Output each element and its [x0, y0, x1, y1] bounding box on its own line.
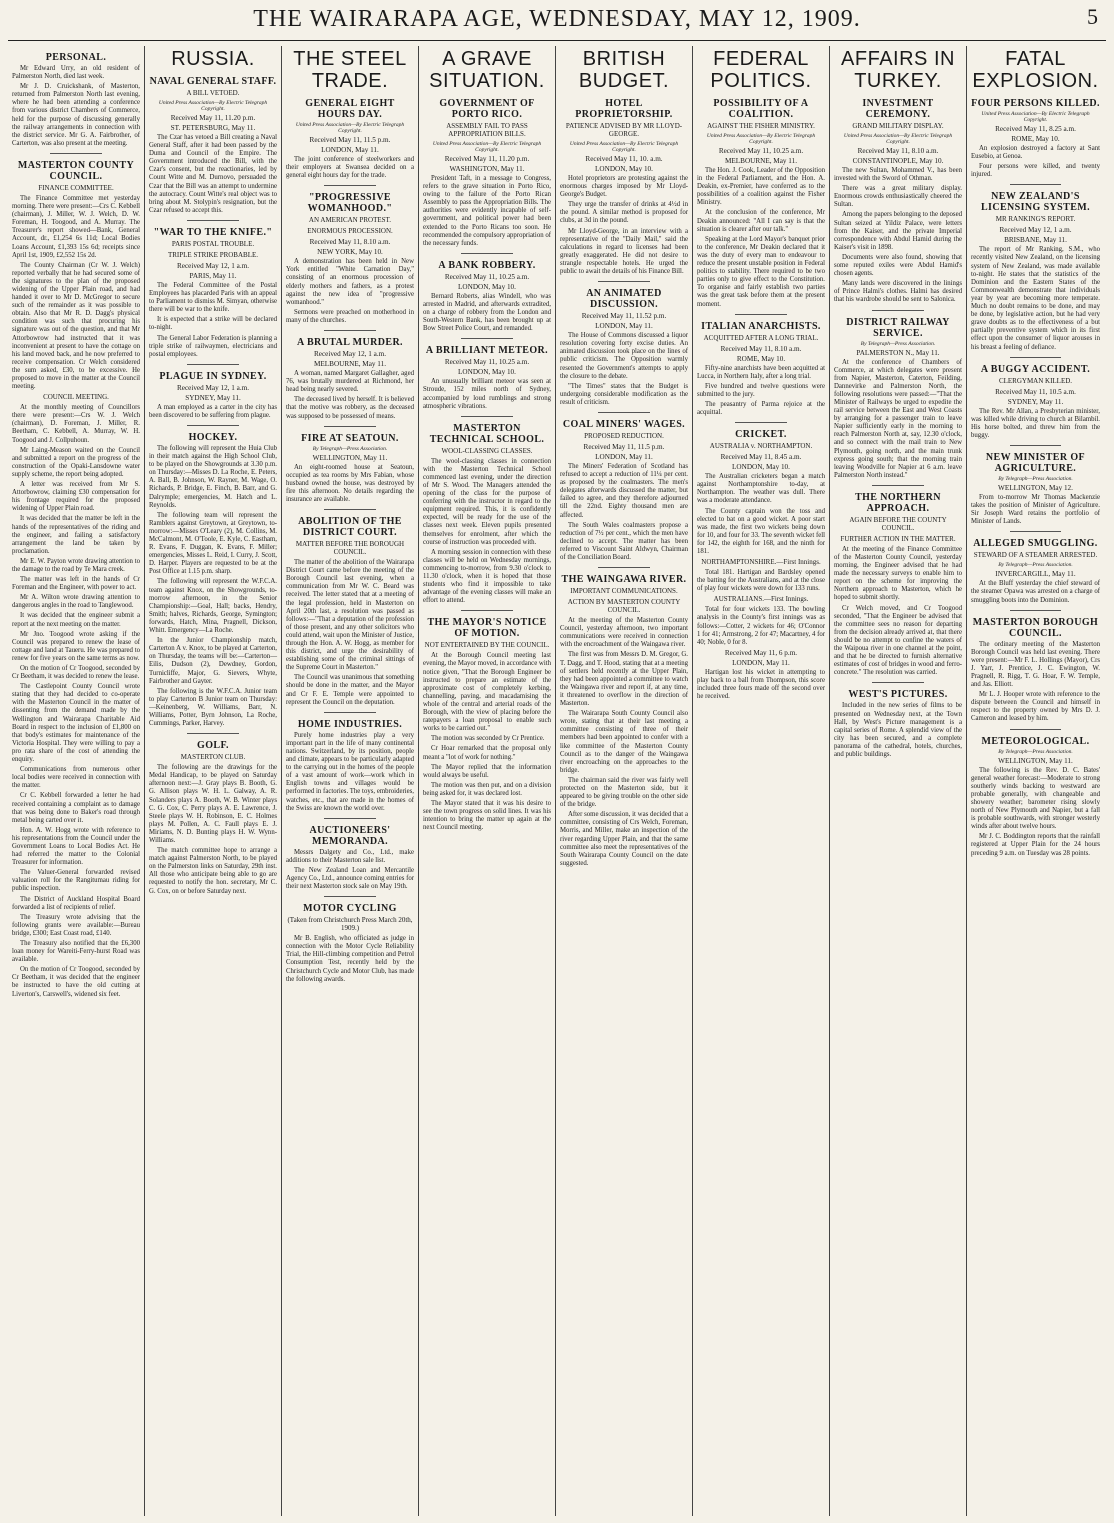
wire-credit: By Telegraph—Press Association. — [998, 748, 1073, 755]
article-heading: ABOLITION OF THE DISTRICT COURT. — [298, 516, 402, 539]
article-paragraph: After some discussion, it was decided that a committee, consisting of Crs Welch, Foreman, Morris, and Miller, make an inspection of the river regarding Upper Plain, and that the same committee also meet the representatives of the South Wairarapa County Council on the date suggested. — [560, 811, 688, 867]
article-subheading: PATIENCE ADVISED BY MR LLOYD-GEORGE. — [565, 122, 683, 138]
dateline: INVERCARGILL, May 11. — [995, 570, 1076, 579]
article-paragraph: Speaking at the Lord Mayor's banquet prior to the conference, Mr Deakin declared that it was the duty of every man to endeavour to reduce the present unstable position in Federal politics to stability. There required to be two parties only to give effect to the Constitution. To organise and fairly establish two parties was the great task before them at the present moment. — [697, 235, 825, 308]
dateline: Received May 11, 6 p.m. — [724, 648, 798, 657]
article-heading: MOTOR CYCLING — [303, 903, 397, 915]
article-paragraph: The County captain won the toss and elected to bat on a good wicket. A poor start was made, the first two wickets being down for 10, and four for 33. The seventh wicket fell for 142, the eighth for 168, and the ninth for 181. — [697, 507, 825, 555]
dateline: SYDNEY, May 11. — [185, 393, 241, 402]
article-paragraph: The chairman said the river was fairly well protected on the Masterton side, but it appeared to be giving trouble on the other side of the bridge. — [560, 776, 688, 809]
dateline: NEW YORK, May 10. — [317, 248, 383, 257]
column-8 — [967, 46, 1104, 1516]
article-paragraph: An eight-roomed house at Seatoun, occupied as tea rooms by Mrs Fabian, whose husband owned the house, was destroyed by fire this afternoon. No details regarding the insurance are available. — [286, 463, 414, 503]
article-divider — [324, 426, 375, 427]
article-paragraph: The County Chairman (Cr W. J. Welch) reported verbally that he had secured some of the signatures to the plan of the proposed widening of the Upper Plain road, and had handed it over to Mr D. McGregor to secure such of the remainder as it was possible to obtain. Also that Mr R. D. Dagg's physical condition was such that procuring his signature was out of the question, and that Mr Attorbowrow had instructed that it was inconvenient at present to have the cottage on his land moved back, and he now preferred to receive compensation. Cr Welch considered the sum asked, £30, to be excessive. He proposed to move in the matter at the Council meeting. — [12, 261, 140, 391]
article-paragraph: Cr Welch moved, and Cr Toogood seconded, "That the Engineer be advised that the committee sees no reason for departing from the decision already arrived at, that there should be no attempt to confine the waters of the Waipoua river in one channel at the point, and that he be directed to furnish alternative estimates of cost of bridges in wood and ferro-concrete." The resolution was carried. — [834, 604, 962, 677]
article-heading: COAL MINERS' WAGES. — [562, 418, 686, 430]
article-paragraph: The New Zealand Loan and Mercantile Agency Co., Ltd., announce coming entries for their next Masterton stock sale on May 19th. — [286, 866, 414, 891]
article-heading: MASTERTON TECHNICAL SCHOOL. — [429, 422, 545, 445]
dateline: CONSTANTINOPLE, May 10. — [852, 157, 944, 165]
article-paragraph: Communications from numerous other local bodies were received in connection with the matter. — [12, 766, 140, 790]
article-heading: A BRILLIANT METEOR. — [425, 345, 549, 357]
article-heading: HOME INDUSTRIES. — [297, 718, 403, 730]
dateline: Received May 11, 11.20 p.m. — [444, 155, 530, 163]
article-subheading: NORTHAMPTONSHIRE.—First Innings. — [701, 558, 821, 567]
article-paragraph: On the motion of Cr Toogood, seconded by Cr Beetham, it was decided to renew the lease. — [12, 665, 140, 681]
article-subheading: FURTHER ACTION IN THE MATTER. — [840, 534, 956, 543]
article-paragraph: The Wairarapa South County Council also wrote, stating that at their last meeting a committee consisting of three of their members had been appointed to confer with a like committee of the Masterton County Council as to the danger of the Waingawa river encroaching on the approaches to the bridge. — [560, 710, 688, 774]
dateline: Received May 11, 11.5 p.m. — [309, 136, 391, 144]
article-paragraph: A man employed as a carter in the city has been discovered to be suffering from plague. — [149, 403, 277, 419]
article-heading: NEW MINISTER OF AGRICULTURE. — [985, 451, 1086, 474]
article-paragraph: The Miners' Federation of Scotland has refused to accept a reduction of 11¼ per cent. as proposed by the coalmasters. The men's delegates afterwards discussed the matter, but failed to agree, and they therefore adjourned till the 22nd. Eighty thousand men are affected. — [560, 462, 688, 519]
dateline: LONDON, May 10. — [458, 282, 516, 291]
article-paragraph: Sermons were preached on motherhood in many of the churches. — [286, 308, 414, 324]
article-divider — [187, 733, 238, 734]
article-paragraph: Mr B. English, who officiated as judge in connection with the Motor Cycle Reliability Trial, the Hill-climbing competition and Petrol Consumption Test, recently held by the Christchurch Cycle and Motor Club, has made the following awards. — [286, 935, 414, 983]
article-paragraph: At the Bluff yesterday the chief steward of the steamer Opawa was arrested on a charge of smuggling boots into the Dominion. — [971, 580, 1100, 604]
article-divider — [324, 185, 375, 186]
article-heading: THE NORTHERN APPROACH. — [855, 491, 941, 514]
article-paragraph: Mr Laing-Meason waited on the Council and submitted a report on the progress of the construction of the Opaki-Lansdowne water supply scheme, the report being adopted. — [12, 446, 140, 478]
article-heading: PERSONAL. — [45, 52, 107, 63]
article-paragraph: The Treasury also notified that the £6,300 loan money for Wareiti-Ferry-hurst Road was available. — [12, 940, 140, 964]
article-divider — [872, 485, 923, 486]
article-paragraph: The District of Auckland Hospital Board forwarded a list of recipients of relief. — [12, 895, 140, 911]
column-1 — [8, 46, 145, 1516]
article-paragraph: A woman, named Margaret Gallagher, aged 76, was brutally murdered at Richmond, her head being nearly severed. — [286, 370, 414, 394]
article-paragraph: At the Borough Council meeting last evening, the Mayor moved, in accordance with notice given, "That the Borough Engineer be instructed to prepare an estimate of the approximate cost of completely kerbing, channelling, paving, and macadamising the whole of the central and arterial roads of the Borough, with the view of placing before the ratepayers a loan proposal to enable such works to be carried out." — [423, 652, 551, 733]
article-heading: INVESTMENT CEREMONY. — [862, 98, 934, 120]
article-paragraph: Bernard Roberts, alias Windell, who was arrested in Madrid, and afterwards extradited, on a charge of robbery from the London and South-Western Bank, has been brought up at Bow Street Police Court, and remanded. — [423, 292, 551, 333]
dateline: LONDON, May 11. — [321, 146, 379, 154]
article-paragraph: A morning session in connection with these classes will be held on Wednesday mornings, commencing to-morrow, from 9.30 o'clock to 11.30 o'clock, when it is hoped that those students who find it impossible to take advantage of the evening classes will make an effort to attend. — [423, 548, 551, 605]
dateline: Received May 12, 1 a.m. — [176, 383, 250, 392]
article-divider — [598, 281, 649, 282]
article-subheading: NOT ENTERTAINED BY THE COUNCIL. — [424, 641, 550, 650]
article-paragraph: The Czar has vetoed a Bill creating a Naval General Staff, after it had been passed by the Duma and Council of the Empire. The Government introduced the Bill, with the Czar's consent, but the reactionaries, led by Count Witte and M. Durnovo, persuaded the Czar that the Bill was an attempt to undermine the autocracy. Count Witte's real object was to bring about M. Stolypin's resignation, but the Czar refused to accept this. — [149, 134, 277, 214]
section-headline: A GRAVE SITUATION. — [429, 48, 545, 92]
article-paragraph: The Hon. J. Cook, Leader of the Opposition in the Federal Parliament, and the Hon. A. Deakin, ex-Premier, have conferred as to the possibilities of a coalition against the Fisher Ministry. — [697, 167, 825, 207]
article-heading: FOUR PERSONS KILLED. — [971, 98, 1100, 109]
article-paragraph: It was decided that the engineer submit a report at the next meeting on the matter. — [12, 612, 140, 628]
article-subheading: MR RANKING'S REPORT. — [995, 215, 1076, 224]
article-paragraph: The Mayor stated that it was his desire to see the town progress on solid lines. It was his intention to bring the matter up again at the next Council meeting. — [423, 799, 551, 832]
article-divider — [324, 712, 375, 713]
article-paragraph: A demonstration has been held in New York entitled "White Carnation Day," consisting of an enormous procession of elderly mothers and fathers, as a protest against the new idea of "progressive womanhood." — [286, 258, 414, 306]
article-paragraph: The Mayor replied that the information would always be useful. — [423, 763, 551, 779]
dateline: Received May 11, 10.25 a.m. — [444, 272, 530, 281]
section-headline: THE STEEL TRADE. — [293, 48, 407, 92]
dateline: Received May 11, 10.25 a.m. — [718, 147, 804, 155]
article-paragraph: Total for four wickets 133. The bowling analysis in the County's first innings was as follows:—Cotter, 2 wickets for 46; O'Connor 1 for 41; Armstrong, 2 for 47; Macartney, 4 for 40; Noble, 0 for 8. — [697, 606, 825, 646]
article-paragraph: The Council was unanimous that something should be done in the matter, and the Mayor and Cr F. E. Temple were appointed to represent the Council on the deputation. — [286, 674, 414, 706]
wire-credit: United Press Association—By Electric Telegraph Copyright. — [432, 141, 542, 153]
article-paragraph: "The Times" states that the Budget is undergoing considerable modification as the result of criticism. — [560, 382, 688, 406]
article-divider — [1010, 357, 1062, 358]
article-divider — [872, 310, 923, 311]
dateline: Received May 12, 1 a.m. — [176, 261, 250, 270]
section-headline: BRITISH BUDGET. — [578, 48, 670, 92]
article-divider — [1010, 184, 1062, 185]
article-paragraph: Mr J. D. Cruickshank, of Masterton, returned from Palmerston North last evening, where he had been attending a conference from various district Chambers of Commerce, held for the purpose of discussing generally the railway arrangements in connection with the district service. Mr G. A. Fairbrother, of Carterton, was also present at the meeting. — [12, 83, 140, 147]
article-divider — [735, 314, 786, 315]
dateline: Received May 11, 10.5 a.m. — [995, 387, 1076, 396]
article-paragraph: They urge the transfer of drinks at 4½d in the pound. A similar method is proposed for clubs, at 3d in the pound. — [560, 201, 688, 225]
article-paragraph: President Taft, in a message to Congress, refers to the grave situation in Porto Rico, owing to the failure of the Porto Rican Assembly to pass the Appropriation Bills. The authorities were evidently incapable of self-government, and political power had been extended to the Porto Ricans too soon. He recommended the compulsory appropriation of the necessary funds. — [423, 175, 551, 247]
wire-credit: United Press Association—By Electric Telegraph Copyright. — [295, 122, 405, 134]
article-divider — [324, 818, 375, 819]
dateline: Received May 11, 11.52 p.m. — [581, 312, 667, 321]
dateline: ROME, May 10. — [1011, 135, 1060, 143]
article-paragraph: The General Labor Federation is planning a triple strike of railwaymen, electricians and postal employees. — [149, 334, 277, 358]
article-paragraph: At the meeting of the Masterton County Council, yesterday afternoon, two important communications were received in connection with the encroachment of the Waingawa river. — [560, 617, 688, 649]
article-divider — [735, 422, 786, 423]
article-paragraph: The wool-classing classes in connection with the Masterton Technical School commenced last evening, under the direction of Mr S. Wood. The Managers attended the opening of the class for the purpose of conferring with the instructor in regard to the equipment required. This, it is confidently expected, will be ready for the use of the classes next week. Eleven pupils presented themselves for enrolment, after which the course of instruction was proceeded with. — [423, 457, 551, 546]
article-paragraph: The matter of the abolition of the Wairarapa District Court came before the meeting of the Borough Council last evening, when a communication from Mr W. C. Beard was received. The letter stated that at a meeting of the legal profession, held in Masterton on April 20th last, a resolution was passed as follows:—"That a deputation of the profession of those present, and any other solicitors who could attend, wait upon the Minister of Justice, through the Hon. A. W. Hogg, as member for this district, and urge the desirability of establishing some of the criminal sittings of the Supreme Court in Masterton." — [286, 559, 414, 672]
dateline: Received May 11, 10. a.m. — [585, 155, 663, 163]
article-paragraph: Mr Lloyd-George, in an interview with a representative of the "Daily Mail," said the calculations in regard to licenses had been greatly exaggerated. He did not desire to strangle respectable hotels. He urged the public to await the details of his Finance Bill. — [560, 227, 688, 276]
article-paragraph: At the monthly meeting of Councillors there were present:—Crs W. J. Welch (chairman), D. Foreman, J. Miller, R. Beetham, C. Kebbell, A. Murray, W. H. Toogood and J. Collpuhoun. — [12, 404, 140, 444]
article-paragraph: The deceased lived by herself. It is believed that the motive was robbery, as the deceased was supposed to be possessed of means. — [286, 396, 414, 420]
dateline: Received May 11, 8.45 a.m. — [720, 453, 802, 462]
dateline: MELBOURNE, May 11. — [313, 360, 386, 369]
article-subheading: AGAINST THE FISHER MINISTRY. — [707, 122, 815, 130]
article-paragraph: Mr L. J. Hooper wrote with reference to the dispute between the Council and himself in respect to the property owned by Mrs D. J. Cameron and leased by him. — [971, 691, 1100, 723]
dateline: PARIS, May 11. — [189, 271, 237, 280]
article-paragraph: The following will represent the W.F.C.A. team against Knox, on the Showgrounds, to-morrow afternoon, in the Senior Championship:—Goal, Hall; backs, Hendry, Smith; halves, Richards, George, Symington; forwards, Hatch, Mina, Pragnell, Dickson, Whitt. Emergency—La Roche. — [149, 578, 277, 635]
dateline: WELLINGTON, May 11. — [998, 756, 1073, 765]
article-subheading: AUSTRALIA v. NORTHAMPTON. — [709, 442, 813, 451]
newspaper-title: THE WAIRARAPA AGE, WEDNESDAY, MAY 12, 1909. — [253, 6, 861, 32]
article-subheading: FINANCE COMMITTEE. — [38, 183, 114, 192]
wire-credit: United Press Association—By Electric Telegraph Copyright. — [706, 133, 816, 145]
article-paragraph: The following is the W.F.C.A. Junior team to play Carterton B Junior team on Thursday:—Keinenberg, W. Williams, Barr, N. Williams, Potter, Byrn Johnson, La Roche, Cummings, Parker, Harvey. — [149, 687, 277, 728]
dateline: Received May 11, 8.25 a.m. — [995, 125, 1076, 133]
article-paragraph: The following will represent the Huia Club in their match against the High School Club, to be played on the Showgrounds at 3.30 p.m. on Thursday:—Misses D. La Roche, E. Peters, A. Ball, B. Johnson, W. Rayner, M. Wage, O. Richards, P. Bridge, E. Finch, B. Barr, and G. Dalrymple; emergencies, M. Hatch and L. Reynolds. — [149, 444, 277, 509]
article-paragraph: The first was from Messrs D. M. Gregor, G. T. Dagg, and T. Hood, stating that at a meeting of settlers held recently at the Upper Plain, they had been appointed a committee to watch the Waingawa river and report if, at any time, it threatened to overflow in the direction of Masterton. — [560, 651, 688, 708]
dateline: ST. PETERSBURG, May 11. — [170, 124, 256, 132]
article-heading: PLAGUE IN SYDNEY. — [159, 370, 267, 382]
article-heading: HOTEL PROPRIETORSHIP. — [575, 98, 673, 120]
article-paragraph: The following are the drawings for the Medal Handicap, to be played on Saturday afternoon next:—J. Gray plays B. Booth, G. G. Allison plays W. H. L. Galway, A. R. Solanders plays A. Booth, W. B. Winter plays C. G. Cox, C. Perry plays A. E. Lawrence, J. Steele plays W. H. Robinson, E. C. Holmes plays M. Pollen, A. C. Faull plays E. J. Miriams, N. D. Bunting plays H. W. Wynn-Williams. — [149, 764, 277, 844]
article-heading: THE WAINGAWA RIVER. — [561, 574, 687, 586]
section-headline: FATAL EXPLOSION. — [972, 48, 1099, 92]
article-subheading: ENORMOUS PROCESSION. — [307, 227, 393, 236]
dateline: BRISBANE, May 11. — [1004, 236, 1067, 245]
article-paragraph: The Valuer-General forwarded revised valuation roll for the Rangitumau riding for public inspection. — [12, 869, 140, 893]
section-headline: RUSSIA. — [171, 48, 255, 70]
section-headline: AFFAIRS IN TURKEY. — [841, 48, 955, 92]
article-divider — [324, 509, 375, 510]
article-heading: MASTERTON COUNTY COUNCIL. — [17, 159, 135, 182]
article-heading: GOVERNMENT OF PORTO RICO. — [439, 98, 535, 120]
article-heading: MASTERTON BOROUGH COUNCIL. — [972, 616, 1099, 639]
article-paragraph: The Rev. Mr Allan, a Presbyterian minister, was killed while driving to church at Bilambil. His horse bolted, and threw him from the buggy. — [971, 407, 1100, 439]
article-divider — [1010, 445, 1062, 446]
article-heading: ITALIAN ANARCHISTS. — [701, 320, 821, 332]
article-heading: A BANK ROBBERY. — [438, 259, 536, 271]
article-paragraph: It is expected that a strike will be declared to-night. — [149, 316, 277, 332]
column-7 — [830, 46, 967, 1516]
article-heading: FIRE AT SEATOUN. — [301, 432, 399, 444]
article-paragraph: An unusually brilliant meteor was seen at Stroude, 152 miles north of Sydney, accompanied by loud rumblings and strong atmospheric vibrations. — [423, 378, 551, 410]
article-divider — [461, 253, 512, 254]
article-paragraph: Mr E. W. Payton wrote drawing attention to the damage to the road by Te Mara creek. — [12, 557, 140, 573]
article-divider — [461, 338, 512, 339]
article-paragraph: The following team will represent the Ramblers against Greytown, at Greytown, to-morrow:—Misses O'Leary (2), M. Collins, M. McCalmont, M. O'Toole, E. Kyle, C. Eastham, R. Evans, F. Duggan, K. Evans, F. Miller; emergencies, Misses L. Reid, I. Curry, J. Scott, D. Harper. Players are requested to be at the Post Office at 1.15 p.m. sharp. — [149, 511, 277, 576]
article-subheading: MASTERTON CLUB. — [180, 753, 246, 762]
article-paragraph: The South Wales coalmasters propose a reduction of 7½ per cent., which the men have declined to accept. The matter has been referred to Viscount Saint Aldwyn, Chairman of the Conciliation Board. — [560, 521, 688, 561]
article-divider — [187, 425, 238, 426]
dateline: WELLINGTON, May 11. — [312, 453, 388, 462]
article-divider — [324, 330, 375, 331]
article-paragraph: Messrs Dalgety and Co., Ltd., make additions to their Masterton sale list. — [286, 848, 414, 864]
article-paragraph: At the conference of Chambers of Commerce, at which delegates were present from Napier, Masterton, Caterton, Feilding, Dannevirke and Palmerston North, the following resolutions were passed:—"That the Minister of Railways be urged to expedite the rail service between the East and West Coasts by arranging for a passenger train to leave Napier sufficiently early in the morning to reach Palmerston North at, say, 12.30 o'clock, and so connect with the mail train to New Plymouth, going north, and the main trunk express going south; that the morning train leaving Woodville for Napier at 6 a.m. leave Palmerston North instead." — [834, 358, 962, 479]
article-paragraph: The matter was left in the hands of Cr Foreman and the Engineer, with power to act. — [12, 576, 140, 592]
dateline: LONDON, May 10. — [595, 165, 653, 173]
masthead-rule — [8, 40, 1106, 41]
dateline: ROME, May 10. — [736, 354, 786, 363]
article-subheading: PARIS POSTAL TROUBLE. — [171, 239, 255, 248]
article-subheading: (Taken from Christchurch Press March 20th, 1909.) — [287, 916, 413, 933]
article-subheading: CLERGYMAN KILLED. — [998, 376, 1073, 385]
dateline: LONDON, May 11. — [595, 452, 653, 461]
article-paragraph: Many lands were discovered in the linings of Prince Halmi's clothes. Halmi has desired that his wardrobe should be sent to Salonica. — [834, 280, 962, 304]
article-paragraph: Mr Edward Urry, an old resident of Palmerston North, died last week. — [12, 65, 140, 81]
article-paragraph: Fifty-nine anarchists have been acquitted at Lucca, in Northern Italy, after a long trial. — [697, 364, 825, 380]
article-heading: "PROGRESSIVE WOMANHOOD." — [307, 192, 393, 215]
wire-credit: United Press Association—By Electric Telegraph Copyright. — [843, 133, 953, 145]
dateline: Received May 11, 8.10 a.m. — [857, 147, 939, 155]
article-paragraph: Included in the new series of films to be presented on Wednesday next, at the Town Hall, by West's Picture management is a capital series of Rome. A splendid view of the city has been secured, and a complete panorama of the cathedral, hotels, churches, and public buildings. — [834, 702, 962, 758]
article-divider — [187, 364, 238, 365]
article-paragraph: At the conclusion of the conference, Mr Deakin announced: "All I can say is that the situation is clearer after our talk." — [697, 209, 825, 233]
dateline: LONDON, May 11. — [595, 322, 653, 331]
article-heading: NAVAL GENERAL STAFF. — [149, 76, 277, 87]
article-heading: POSSIBILITY OF A COALITION. — [713, 98, 809, 120]
article-paragraph: Total 181. Hartigan and Bardsley opened the batting for the Australians, and at the close of play four wickets were down for 133 runs. — [697, 569, 825, 593]
article-paragraph: Hon. A. W. Hogg wrote with reference to his representations from the Council under the Government Loans to Local Bodies Act. He had referred the matter to the Colonial Treasurer for information. — [12, 826, 140, 867]
article-heading: "WAR TO THE KNIFE." — [153, 226, 273, 238]
article-subheading: PROPOSED REDUCTION. — [584, 431, 664, 440]
dateline: LONDON, May 10. — [458, 368, 516, 377]
dateline: Received May 11, 8.10 a.m. — [309, 238, 391, 247]
article-paragraph: Cr C. Kebbell forwarded a letter he had received containing a complaint as to damage that was being done to Baker's road through metal being carted over it. — [12, 792, 140, 824]
article-paragraph: The match committee hope to arrange a match against Palmerston North, to be played on the Palmerston links on Saturday, 29th inst. All those who anticipate being able to go are requested to notify the hon. secretary, Mr C. G. Cox, on or before Saturday next. — [149, 847, 277, 895]
article-paragraph: The House of Commons discussed a liquor resolution covering forty excise duties. An animated discussion took place on the lines of public criticism. The Opposition warmly resented the Government's attempts to apply the closure to the debate. — [560, 332, 688, 380]
dateline: Received May 12, 1 a.m. — [999, 226, 1072, 235]
article-divider — [1010, 729, 1062, 730]
article-divider — [187, 220, 238, 221]
wire-credit: By Telegraph—Press Association. — [860, 340, 936, 347]
article-paragraph: In the Junior Championship match, Carterton A v. Knox, to be played at Carterton, on Thursday, the teams will be:—Carterton—Eilis, Dudson (2), Dewdney, Gordon, Turnicliffe, Major, G. Sievers, Whyte, Fairbrother and Gayter. — [149, 637, 277, 685]
article-subheading: AGAIN BEFORE THE COUNTY COUNCIL. — [849, 515, 947, 532]
dateline: Received May 11, 8.10 a.m. — [720, 344, 802, 353]
article-divider — [872, 682, 923, 683]
article-paragraph: Hartigan lost his wicket in attempting to play back to a ball from Thompson, this score included three fours made off the second over he received. — [697, 668, 825, 701]
page-number: 5 — [1087, 4, 1098, 29]
article-heading: CRICKET. — [735, 429, 787, 441]
article-divider — [598, 567, 649, 568]
wire-credit: United Press Association—By Electric Telegraph Copyright. — [158, 100, 268, 112]
wire-credit: By Telegraph—Press Association. — [998, 562, 1073, 569]
article-paragraph: The Finance Committee met yesterday morning. There were present:—Crs C. Kebbell (chairman), J. Miller, W. J. Welch, D. W. Foreman, H. Toogood, and A. Murray. The Treasurer's report showed—Bank, General Account, dr., £1,254 6s 11d; Local Bodies Loans Account, £1,393 15s 6d; receipts since April 1st, 1909, £2,552 15s 2d. — [12, 194, 140, 259]
dateline: Received May 11, 11.20 p.m. — [170, 114, 256, 122]
article-subheading: MATTER BEFORE THE BOROUGH COUNCIL. — [295, 540, 405, 557]
article-paragraph: Hotel proprietors are protesting against the enormous charges imposed by Mr Lloyd-George's Budget. — [560, 175, 688, 199]
article-paragraph: Four persons were killed, and twenty injured. — [971, 163, 1100, 179]
dateline: WASHINGTON, May 11. — [449, 165, 525, 173]
article-heading: WEST'S PICTURES. — [848, 689, 948, 701]
article-paragraph: Purely home industries play a very important part in the life of many continental nations. Switzerland, by its position, people and climate, appears to be particularly adapted to the carrying out in the homes of the people of a vast amount of work—work which in English towns and villages would be performed in factories. The toys, embroideries, watches, etc., that are made in the homes of the Swiss are known the world over. — [286, 731, 414, 812]
article-paragraph: On the motion of Cr Toogood, seconded by Cr Beetham, it was decided that the engineer be instructed to have the old cutting at Liverton's, Carswell's, widened six feet. — [12, 966, 140, 998]
column-2 — [145, 46, 282, 1516]
masthead — [0, 0, 1114, 40]
article-heading: AN ANIMATED DISCUSSION. — [586, 288, 662, 311]
article-subheading: GRAND MILITARY DISPLAY. — [852, 122, 944, 130]
article-divider — [50, 153, 101, 154]
article-subheading: ASSEMBLY FAIL TO PASS APPROPRIATION BILLS. — [446, 122, 528, 138]
article-paragraph: Among the papers belonging to the deposed Sultan seized at Yildiz Palace, were letters from the Kaiser, and the private Imperial correspondence with Abdul Hamid during the Kaiser's visit in 1898. — [834, 211, 962, 251]
dateline: LONDON, May 11. — [732, 658, 790, 667]
article-paragraph: Cr Hoar remarked that the proposal only meant a "lot of work for nothing." — [423, 745, 551, 761]
article-subheading: IMPORTANT COMMUNICATIONS. — [570, 587, 678, 596]
article-paragraph: There was a great military display. Enormous crowds enthusiastically cheered the Sultan. — [834, 185, 962, 209]
article-heading: THE MAYOR'S NOTICE OF MOTION. — [427, 617, 547, 640]
article-subheading: WOOL-CLASSING CLASSES. — [441, 446, 533, 455]
dateline: SYDNEY, May 11. — [1007, 397, 1064, 406]
article-divider — [1010, 531, 1062, 532]
article-paragraph: Five hundred and twelve questions were submitted to the jury. — [697, 382, 825, 398]
article-divider — [324, 896, 375, 897]
article-heading: GENERAL EIGHT HOURS DAY. — [305, 98, 395, 120]
article-heading: NEW ZEALAND'S LICENSING SYSTEM. — [980, 191, 1091, 214]
wire-credit: United Press Association—By Electric Telegraph Copyright. — [981, 111, 1090, 123]
column-6 — [693, 46, 830, 1516]
dateline: WELLINGTON, May 12. — [998, 483, 1073, 492]
article-paragraph: The motion was seconded by Cr Prentice. — [431, 735, 545, 743]
article-heading: ALLEGED SMUGGLING. — [973, 538, 1098, 550]
article-paragraph: The peasantry of Parma rejoice at the acquittal. — [697, 400, 825, 417]
dateline: LONDON, May 10. — [732, 463, 790, 472]
article-paragraph: Mr J. C. Boddington reports that the rainfall registered at Upper Plain for the 24 hours preceding 9 a.m. on Tuesday was 28 points. — [971, 833, 1100, 857]
article-subheading: STEWARD OF A STEAMER ARRESTED. — [973, 551, 1098, 560]
article-divider — [461, 610, 512, 611]
article-heading: DISTRICT RAILWAY SERVICE. — [846, 316, 950, 339]
article-paragraph: The new Sultan, Mohammed V., has been invested with the Sword of Othman. — [834, 167, 962, 183]
article-divider — [1010, 610, 1062, 611]
wire-credit: By Telegraph—Press Association. — [998, 475, 1073, 482]
article-divider — [461, 416, 512, 417]
article-paragraph: The following is the Rev. D. C. Bates' general weather forecast:—Moderate to strong southerly winds backing to westward are probable generally, with changeable and showery weather; barometer rising slowly north of New Plymouth and Napier, but a fall is probable southwards, with stronger westerly winds after about twelve hours. — [971, 766, 1100, 831]
article-heading: METEOROLOGICAL. — [981, 735, 1090, 747]
article-paragraph: The ordinary meeting of the Masterton Borough Council was held last evening. There were present:—Mr F. L. Hollings (Mayor), Crs J. Yarr, J. Prentice, J. C. Ewington, W. Pragnell, R. Rigg, T. G. Hoar, F. W. Temple, and Jas. Elliott. — [971, 640, 1100, 689]
article-heading: A BRUTAL MURDER. — [297, 337, 403, 349]
article-paragraph: Documents were also found, showing that some reputed exiles were Abdul Hamid's chosen agents. — [834, 253, 962, 278]
article-paragraph: An explosion destroyed a factory at Sant Eusebio, at Genoa. — [971, 145, 1100, 161]
article-paragraph: At the meeting of the Finance Committee of the Masterton County Council, yesterday morning, the Engineer advised that he had made the necessary surveys to enable him to report on the scheme for improving the Northern approach to Masterton, which he hoped to submit shortly. — [834, 545, 962, 602]
article-subheading: TRIPLE STRIKE PROBABLE. — [167, 250, 259, 259]
article-paragraph: It was decided that the matter be left in the hands of the representatives of the riding and the engineer, and failing a satisfactory arrangement the land be taken by proclamation. — [12, 515, 140, 555]
section-headline: FEDERAL POLITICS. — [710, 48, 812, 92]
column-3 — [282, 46, 419, 1516]
dateline: Received May 12, 1 a.m. — [313, 350, 387, 359]
dateline: Received May 11, 11.5 p.m. — [583, 442, 665, 451]
article-subheading: ACQUITTED AFTER A LONG TRIAL. — [703, 333, 819, 342]
column-5 — [556, 46, 693, 1516]
article-subheading: A BILL VETOED. — [186, 89, 240, 97]
article-paragraph: The Federal Committee of the Postal Employees has placarded Paris with an appeal to Parliament to dismiss M. Simyan, otherwise there will be war to the knife. — [149, 281, 277, 314]
article-paragraph: A letter was received from Mr S. Attorbowrow, claiming £30 compensation for his frontage required for the proposed widening of Upper Plain road. — [12, 481, 140, 513]
article-paragraph: Mr A. Wilton wrote drawing attention to dangerous angles in the road to Tanglewood. — [12, 594, 140, 610]
article-subheading: AN AMERICAN PROTEST. — [308, 216, 392, 225]
column-4 — [419, 46, 556, 1516]
article-paragraph: The Castlepoint County Council wrote stating that they had decided to co-operate with the Masterton Council in the matter of dissenting from the demand made by the Wellington and Wairarapa Charitable Aid Board in respect to the inclusion of £1,800 on that body's estimates for maintenance of the Victoria Hospital. They were willing to pay a pro rata share of the cost of attending the enquiry. — [12, 683, 140, 764]
newspaper-columns — [8, 46, 1106, 1516]
dateline: MELBOURNE, May 11. — [724, 157, 797, 165]
article-heading: A BUGGY ACCIDENT. — [980, 363, 1091, 375]
article-paragraph: Mr Jno. Toogood wrote asking if the Council was prepared to renew the lease of cottage and land at Taueru. He was prepared to renew for five years on the same terms as now. — [12, 630, 140, 662]
dateline: PALMERSTON N., May 11. — [856, 348, 940, 357]
article-paragraph: The Australian cricketers began a match against Northamptonshire to-day, at Northampton. The weather was dull. There was a moderate attendance. — [697, 473, 825, 505]
wire-credit: By Telegraph—Press Association. — [312, 445, 388, 452]
article-heading: AUCTIONEERS' MEMORANDA. — [309, 824, 391, 847]
article-paragraph: The motion was then put, and on a division being asked for, it was declared lost. — [423, 781, 551, 797]
dateline: Received May 11, 10.25 a.m. — [444, 358, 530, 367]
article-divider — [598, 412, 649, 413]
article-paragraph: The joint conference of steelworkers and their employers at Swansea decided on a general eight hours day for the trade. — [286, 156, 414, 180]
article-paragraph: From to-morrow Mr Thomas Mackenzie takes the position of Minister of Agriculture. Sir Joseph Ward retains the portfolio of Minister of Lands. — [971, 493, 1100, 526]
article-heading: GOLF. — [197, 740, 229, 752]
article-paragraph: The report of Mr Ranking, S.M., who recently visited New Zealand, on the licensing system of New Zealand, was made available to-night. He states that the statistics of the Dominion and the Eastern States of the Commonwealth demonstrate that individuals year by year are becoming more temperate. Much no doubt remains to be done, and may be done, by legislative action, but he had very grave doubts as to the effectiveness of a but partially preventive system which in its first effect upon the consumer of liquor arouses in his breast a feeling of defiance. — [971, 246, 1100, 351]
article-heading: HOCKEY. — [188, 431, 238, 443]
wire-credit: United Press Association—By Electric Telegraph Copyright. — [569, 141, 679, 153]
article-paragraph: The Treasury wrote advising that the following grants were available:—Bureau bridge, £300; East Coast road, £140. — [12, 913, 140, 937]
article-subheading: ACTION BY MASTERTON COUNTY COUNCIL. — [567, 598, 681, 615]
article-subheading: COUNCIL MEETING. — [43, 393, 109, 402]
article-subheading: AUSTRALIANS.—First Innings. — [713, 595, 809, 604]
